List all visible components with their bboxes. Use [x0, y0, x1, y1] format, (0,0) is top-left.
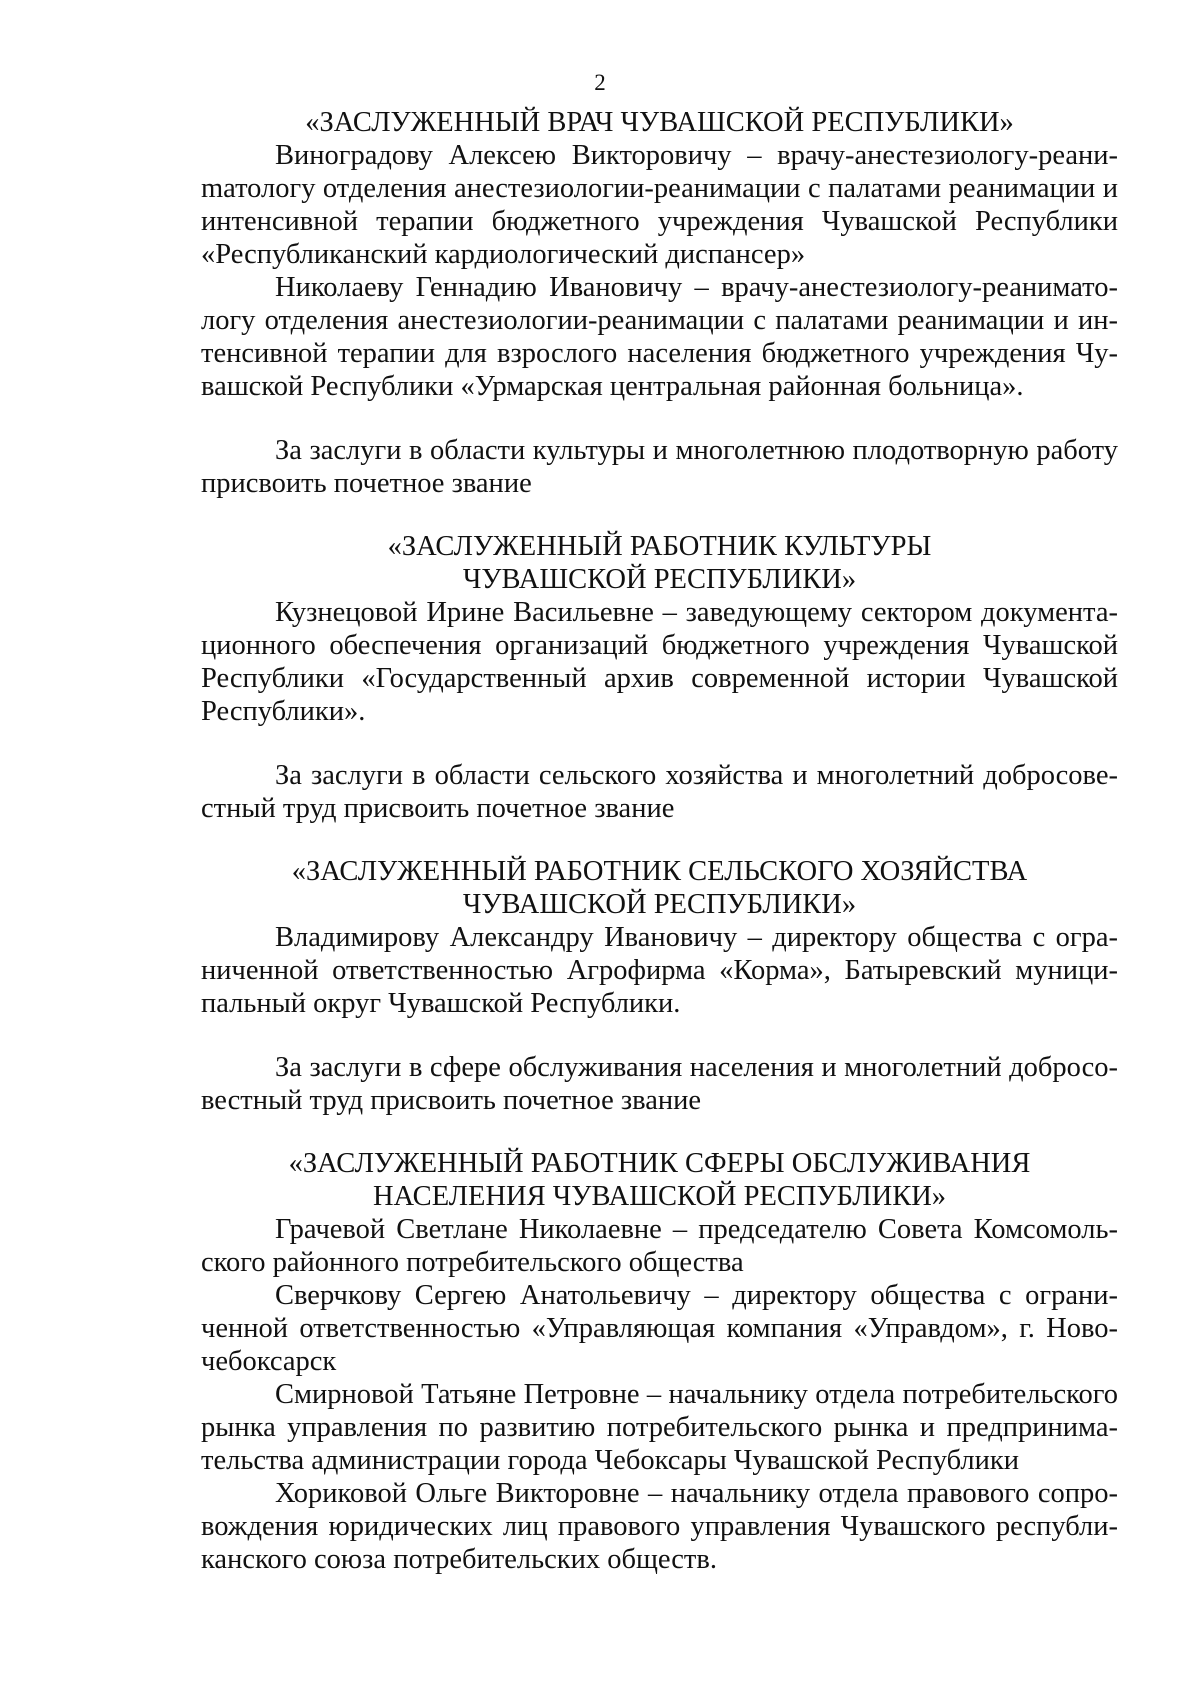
award-title	[201, 855, 1118, 921]
recipient-paragraph: Смирновой Татьяне Петровне – начальнику отдела потребительского рынка управления по развитию потребительского рынка и предпринимательства администрации города Чебоксары Чувашской Республики	[201, 1379, 1118, 1476]
recipient-paragraph: Кузнецовой Ирине Васильевне – заведующему сектором документационного обеспечения организаций бюджетного учреждения Чувашской Республики «Государственный архив современной истории Чувашской Республики».	[201, 597, 1118, 727]
award-title-line: «ЗАСЛУЖЕННЫЙ РАБОТНИК КУЛЬТУРЫ	[387, 531, 932, 562]
award-title-line: НАСЕЛЕНИЯ ЧУВАШСКОЙ РЕСПУБЛИКИ»	[372, 1181, 947, 1212]
page-number: 2	[594, 70, 606, 95]
recipient-paragraph: Виноградову Алексею Викторовичу – врачу-анестезиологу-реаниmатологу отделения анестезиологии-реанимации с палатами реанимации и интенсивной терапии бюджетного учреждения Чувашской Республики «Республиканский кардиологический диспансер»	[201, 140, 1118, 270]
award-intro-paragraph: За заслуги в области культуры и многолетнюю плодотворную работу присвоить почетное звание	[201, 435, 1118, 499]
award-title-line: «ЗАСЛУЖЕННЫЙ РАБОТНИК СЕЛЬСКОГО ХОЗЯЙСТВА	[291, 856, 1028, 887]
award-title-line: ЧУВАШСКОЙ РЕСПУБЛИКИ»	[462, 564, 857, 595]
award-intro-paragraph: За заслуги в сфере обслуживания населения и многолетний добросовестный труд присвоить почетное звание	[201, 1052, 1118, 1116]
document-body	[201, 106, 1118, 1576]
award-title	[201, 1147, 1118, 1213]
recipient-paragraph: Владимирову Александру Ивановичу – директору общества с ограниченной ответственностью Агрофирма «Корма», Батыревский муниципальный округ Чувашской Республики.	[201, 922, 1118, 1019]
recipient-paragraph: Николаеву Геннадию Ивановичу – врачу-анестезиологу-реаниматологу отделения анестезиологии-реанимации с палатами реанимации и интенсивной терапии для взрослого населения бюджетного учреждения Чувашской Республики «Урмарская центральная районная больница».	[201, 272, 1118, 402]
recipient-paragraph: Грачевой Светлане Николаевне – председателю Совета Комсомольского районного потребительского общества	[201, 1214, 1118, 1278]
award-intro-paragraph: За заслуги в области сельского хозяйства и многолетний добросовестный труд присвоить почетное звание	[201, 760, 1118, 824]
award-title-line: ЧУВАШСКОЙ РЕСПУБЛИКИ»	[462, 889, 857, 920]
award-title	[201, 106, 1118, 139]
recipient-paragraph: Сверчкову Сергею Анатольевичу – директору общества с ограниченной ответственностью «Управляющая компания «Управдом», г. Новочебоксарск	[201, 1280, 1118, 1377]
award-title-line: «ЗАСЛУЖЕННЫЙ РАБОТНИК СФЕРЫ ОБСЛУЖИВАНИЯ	[288, 1148, 1031, 1179]
award-title	[201, 530, 1118, 596]
recipient-paragraph: Хориковой Ольге Викторовне – начальнику отдела правового сопровождения юридических лиц правового управления Чувашского республиканского союза потребительских обществ.	[201, 1478, 1118, 1575]
award-title-line: «ЗАСЛУЖЕННЫЙ ВРАЧ ЧУВАШСКОЙ РЕСПУБЛИКИ»	[305, 107, 1014, 138]
